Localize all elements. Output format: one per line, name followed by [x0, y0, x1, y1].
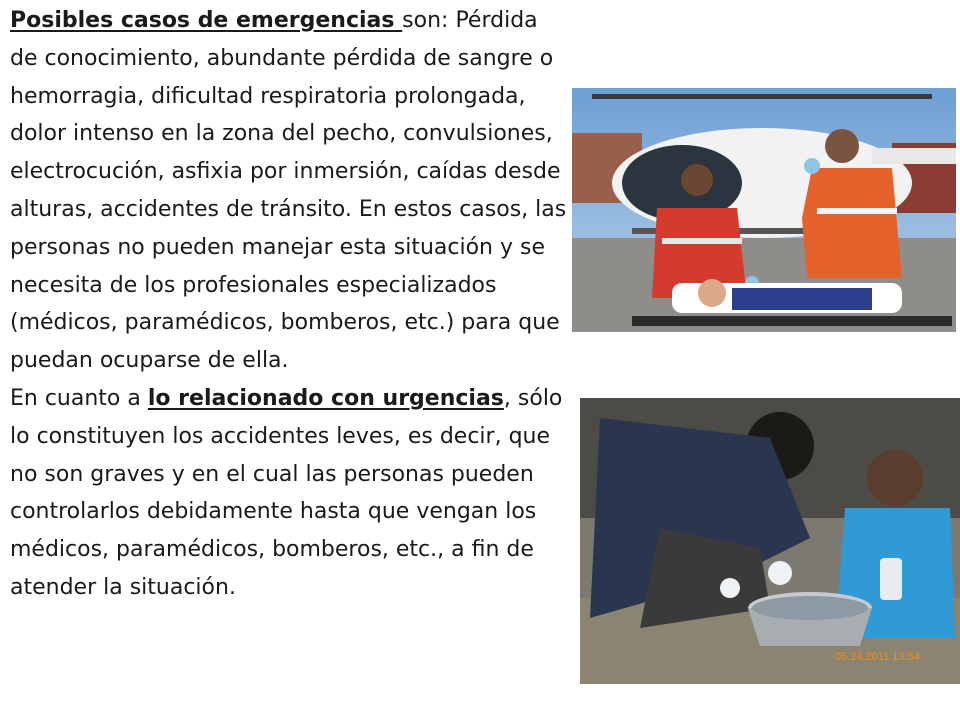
slide-text [10, 2, 570, 607]
photo-timestamp: 05.24.2011 13:54 [835, 651, 920, 663]
emergency-description: Pérdida de conocimiento, abundante pérdida de sangre o hemorragia, dificultad respiratoria prolongada, dolor intenso en la zona del pecho, convulsiones, electrocución, asfixia por inmersión, caídas desde alturas, accidentes de tránsito. En estos casos, las personas no pueden manejar esta situación y se necesita de los profesionales especializados (médicos, paramédicos, bomberos, etc.) para que puedan ocuparse de ella. [10, 8, 567, 374]
helicopter-paramedics-photo [572, 88, 956, 332]
urgency-paragraph [10, 380, 570, 607]
first-aid-basin-photo [580, 398, 960, 684]
urgency-prefix: En cuanto a [10, 385, 148, 411]
emergency-heading-suffix: son: [402, 8, 449, 33]
emergency-heading: Posibles casos de emergencias [10, 8, 403, 33]
urgency-highlight: lo relacionado con urgencias [147, 385, 504, 411]
emergency-paragraph [10, 2, 570, 380]
urgency-description: , sólo lo constituyen los accidentes leves, es decir, que no son graves y en el cual las personas pueden controlarlos debidamente hasta que vengan los médicos, paramédicos, bomberos, etc., a fin de atender la situación. [10, 385, 563, 600]
